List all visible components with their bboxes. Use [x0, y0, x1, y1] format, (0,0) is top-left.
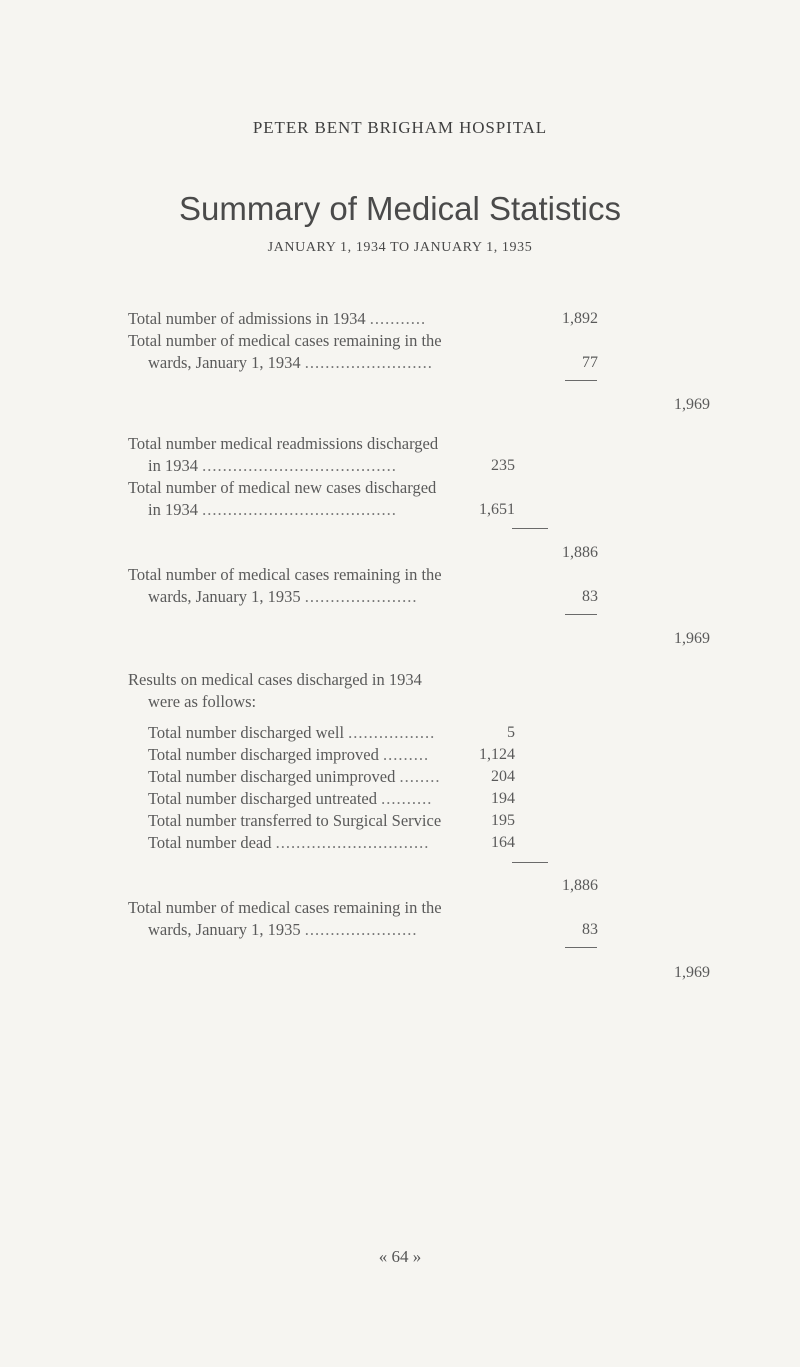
remaining-1935-line1: Total number of medical cases remaining in the [128, 565, 442, 584]
date-range: JANUARY 1, 1934 TO JANUARY 1, 1935 [267, 240, 533, 255]
results-intro-line2: were as follows: [148, 692, 257, 711]
remaining-1934-line1: Total number of medical cases remaining in the [128, 331, 442, 350]
results-label: Total number transferred to Surgical Service [148, 811, 442, 830]
new-cases-row [148, 500, 397, 520]
sum-rule [565, 614, 597, 615]
sum-rule [565, 947, 597, 948]
results-label: Total number discharged improved [148, 745, 379, 764]
dot-leader: ...................... [304, 587, 418, 606]
dot-leader: ......... [382, 745, 430, 764]
results-value: 194 [491, 790, 515, 807]
results-row [148, 767, 440, 787]
remaining-1935-value: 83 [582, 588, 598, 605]
running-head: PETER BENT BRIGHAM HOSPITAL [252, 118, 548, 137]
block1-total: 1,969 [674, 396, 710, 413]
results-value: 5 [507, 724, 515, 741]
block2-total: 1,969 [674, 630, 710, 647]
results-row [148, 811, 441, 831]
block3-total: 1,969 [674, 964, 710, 981]
dot-leader: .......... [381, 789, 433, 808]
dot-leader: ...................................... [202, 456, 397, 475]
sum-rule [565, 380, 597, 381]
block3-subtotal: 1,886 [562, 877, 598, 894]
sum-rule [512, 528, 548, 529]
results-label: Total number discharged unimproved [148, 767, 396, 786]
sum-rule [512, 862, 548, 863]
results-row [148, 745, 429, 765]
dot-leader: ........ [399, 767, 441, 786]
results-value: 1,124 [479, 746, 515, 763]
results-value: 204 [491, 768, 515, 785]
results-label: Total number discharged well [148, 723, 345, 742]
results-row [148, 789, 432, 809]
remaining-1934-label: wards, January 1, 1934 [148, 353, 301, 372]
results-value: 164 [491, 834, 515, 851]
results-label: Total number discharged untreated [148, 789, 378, 808]
page-title: Summary of Medical Statistics [179, 190, 621, 227]
readmissions-value: 235 [491, 457, 515, 474]
admissions-value: 1,892 [562, 310, 598, 327]
dot-leader: ...................... [304, 920, 418, 939]
remaining-1935-label: wards, January 1, 1935 [148, 587, 301, 606]
admissions-row [128, 309, 426, 329]
dot-leader: ...................................... [202, 500, 397, 519]
new-cases-value: 1,651 [479, 501, 515, 518]
remaining-1935-row [148, 920, 417, 940]
new-cases-line1: Total number of medical new cases discharged [128, 478, 437, 497]
results-row [148, 723, 435, 743]
new-cases-label: in 1934 [148, 500, 198, 519]
dot-leader: ........... [369, 309, 427, 328]
dot-leader: ................. [348, 723, 436, 742]
remaining-1935-value: 83 [582, 921, 598, 938]
results-intro-line1: Results on medical cases discharged in 1934 [128, 670, 422, 689]
readmissions-row [148, 456, 397, 476]
block2-subtotal: 1,886 [562, 544, 598, 561]
remaining-1934-row [148, 353, 433, 373]
results-row [148, 833, 429, 853]
page-number: « 64 » [378, 1247, 422, 1266]
dot-leader: ......................... [304, 353, 433, 372]
remaining-1935-label: wards, January 1, 1935 [148, 920, 301, 939]
readmissions-line1: Total number medical readmissions discharged [128, 434, 439, 453]
remaining-1935-row [148, 587, 417, 607]
dot-leader: .............................. [275, 833, 430, 852]
results-label: Total number dead [148, 833, 272, 852]
remaining-1934-value: 77 [582, 354, 598, 371]
results-value: 195 [491, 812, 515, 829]
admissions-label: Total number of admissions in 1934 [128, 309, 366, 328]
readmissions-label: in 1934 [148, 456, 198, 475]
remaining-1935-line1: Total number of medical cases remaining in the [128, 898, 442, 917]
